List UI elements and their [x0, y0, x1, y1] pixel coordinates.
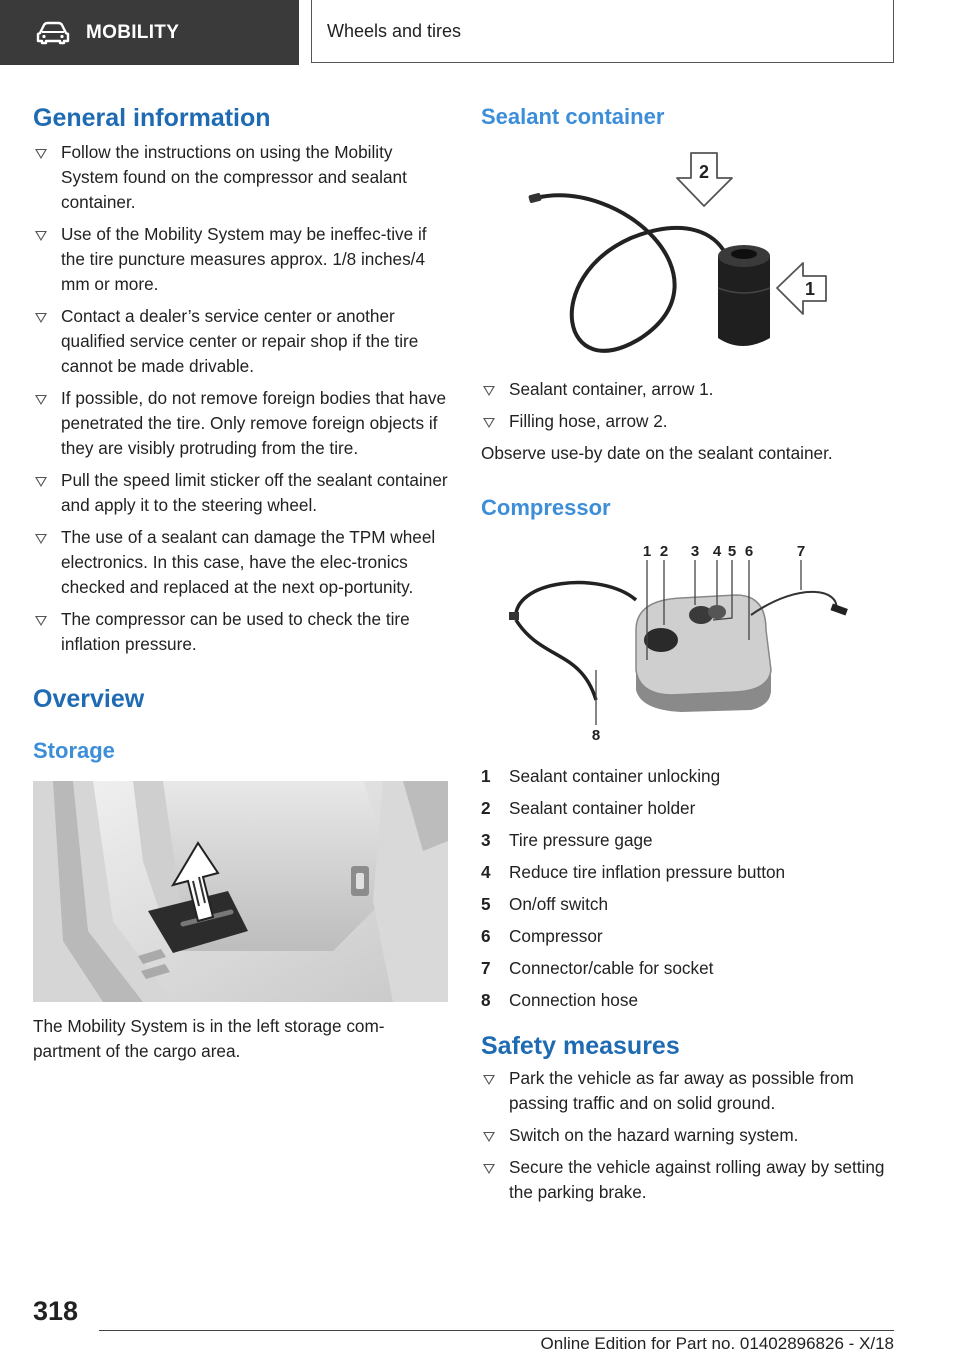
- callout-5: 5: [727, 543, 737, 560]
- list-item: The use of a sealant can damage the TPM wheel electronics. In this case, have the elec‐tronics checked and replaced at the next op‐portunity.: [33, 525, 448, 600]
- triangle-bullet-icon: [35, 313, 47, 323]
- footer-divider: [99, 1330, 894, 1331]
- triangle-bullet-icon: [483, 386, 495, 396]
- list-item: 8 Connection hose: [481, 990, 638, 1010]
- callout-1: 1: [804, 279, 816, 299]
- list-item: 5 On/off switch: [481, 894, 609, 914]
- triangle-bullet-icon: [35, 477, 47, 487]
- storage-heading: Storage: [33, 738, 115, 763]
- list-item: Pull the speed limit sticker off the sealant container and apply it to the steering wheel.: [33, 468, 448, 518]
- triangle-bullet-icon: [483, 1132, 495, 1142]
- list-item: Follow the instructions on using the Mobility System found on the compressor and sealant container.: [33, 140, 448, 215]
- callout-2: 2: [659, 543, 669, 560]
- compressor-heading: Compressor: [481, 495, 611, 520]
- callout-8: 8: [591, 727, 601, 744]
- right-column: [481, 100, 896, 1212]
- list-item: 7 Connector/cable for socket: [481, 958, 714, 978]
- general-information-list: [33, 140, 448, 657]
- list-item: 1 Sealant container unlocking: [481, 766, 721, 786]
- triangle-bullet-icon: [35, 395, 47, 405]
- list-item: 4 Reduce tire inflation pressure button: [481, 862, 786, 882]
- triangle-bullet-icon: [35, 149, 47, 159]
- triangle-bullet-icon: [35, 616, 47, 626]
- storage-description: The Mobility System is in the left storage com‐partment of the cargo area.: [33, 1016, 385, 1061]
- sealant-container-illustration: [481, 148, 896, 363]
- sealant-container-list: [481, 377, 896, 434]
- list-item: The compressor can be used to check the tire inflation pressure.: [33, 607, 448, 657]
- left-column: [33, 100, 448, 1064]
- callout-3: 3: [690, 543, 700, 560]
- triangle-bullet-icon: [483, 1164, 495, 1174]
- storage-illustration: [33, 781, 448, 1002]
- callout-1: 1: [642, 543, 652, 560]
- edition-info: Online Edition for Part no. 01402896826 - X/18: [540, 1334, 894, 1353]
- section-title: MOBILITY: [86, 21, 180, 43]
- triangle-bullet-icon: [483, 1075, 495, 1085]
- safety-measures-list: [481, 1066, 896, 1205]
- list-item: 6 Compressor: [481, 926, 603, 946]
- callout-7: 7: [796, 543, 806, 560]
- chapter-header: [311, 0, 894, 63]
- safety-measures-heading: Safety measures: [481, 1032, 680, 1060]
- list-item: 3 Tire pressure gage: [481, 830, 653, 850]
- page-number: 318: [33, 1296, 79, 1326]
- list-item: If possible, do not remove foreign bodies that have penetrated the tire. Only remove foreign objects if they are visibly protruding from the tire.: [33, 386, 448, 461]
- list-item: Contact a dealer’s service center or another qualified service center or repair shop if the tire cannot be made drivable.: [33, 304, 448, 379]
- chapter-title: Wheels and tires: [327, 20, 462, 41]
- callout-6: 6: [744, 543, 754, 560]
- list-item: Switch on the hazard warning system.: [481, 1123, 896, 1148]
- sealant-container-heading: Sealant container: [481, 104, 665, 129]
- sealant-use-by-note: Observe use-by date on the sealant container.: [481, 443, 833, 463]
- list-item: Filling hose, arrow 2.: [481, 409, 896, 434]
- list-item: 2 Sealant container holder: [481, 798, 696, 818]
- compressor-parts-list: [481, 760, 896, 1016]
- triangle-bullet-icon: [35, 231, 47, 241]
- section-tab[interactable]: [0, 0, 299, 65]
- triangle-bullet-icon: [483, 418, 495, 428]
- list-item: Park the vehicle as far away as possible from passing traffic and on solid ground.: [481, 1066, 896, 1116]
- car-icon: [36, 21, 70, 45]
- overview-heading: Overview: [33, 685, 145, 713]
- callout-2: 2: [698, 162, 710, 182]
- callout-4: 4: [712, 543, 722, 560]
- list-item: Use of the Mobility System may be ineffec‐tive if the tire puncture measures approx. 1/8 inches/4 mm or more.: [33, 222, 448, 297]
- list-item: Secure the vehicle against rolling away by setting the parking brake.: [481, 1155, 896, 1205]
- compressor-illustration: [481, 540, 896, 750]
- list-item: Sealant container, arrow 1.: [481, 377, 896, 402]
- general-information-heading: General information: [33, 104, 271, 132]
- triangle-bullet-icon: [35, 534, 47, 544]
